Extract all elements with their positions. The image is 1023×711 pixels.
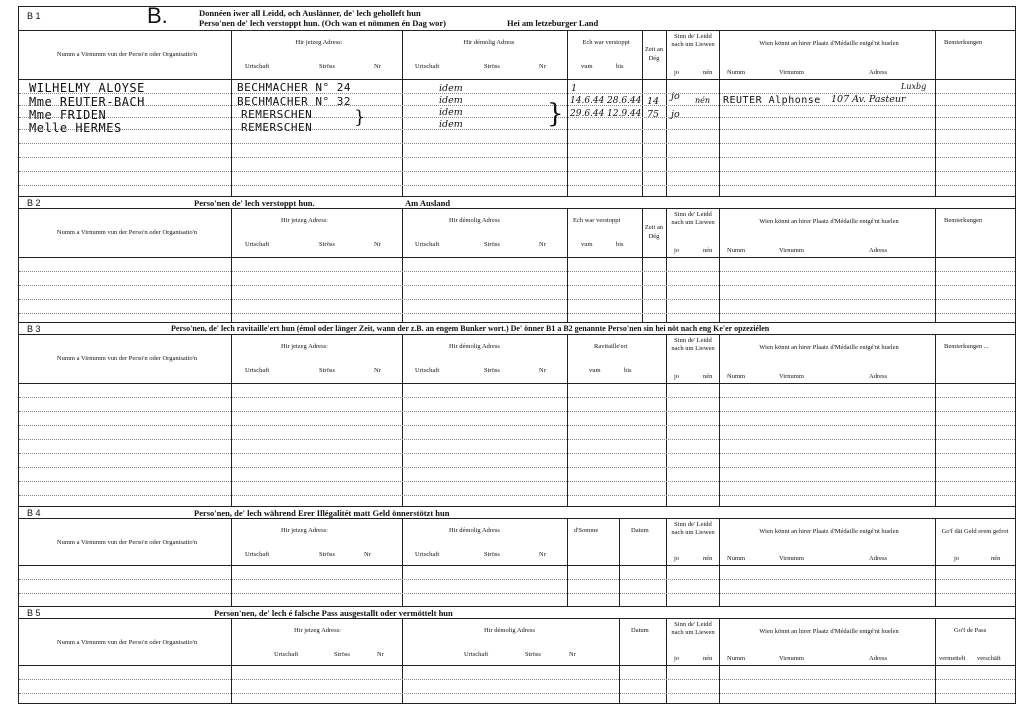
col-urtschaft: Urtschaft: [415, 63, 440, 70]
b1-column-headers: [19, 31, 1015, 80]
col-sinn: Sinn de' Leidd nach um Liewen: [671, 337, 715, 352]
col-urtschaft: Urtschaft: [245, 63, 270, 70]
col-urtschaft: Urtschaft: [245, 367, 270, 374]
col-former-address-label: Hir démolig Adress: [449, 217, 500, 224]
col-nr: Nr: [374, 63, 381, 70]
col-nr: Nr: [374, 241, 381, 248]
brace-icon: }: [354, 107, 366, 128]
col-medal: Wien könnt an hirer Plaatz d'Médaille entgé'nt huelen: [759, 344, 899, 351]
col-virnumm: Virnumm: [779, 555, 804, 562]
col-nr: Nr: [569, 651, 576, 658]
col-former-address-label: Hir démolig Adress: [449, 527, 500, 534]
col-nen: nén: [703, 247, 713, 254]
col-virnumm: Virnumm: [779, 373, 804, 380]
entry-jo: jo: [671, 109, 680, 120]
col-sinn: Sinn de' Leidd nach um Liewen: [671, 521, 715, 536]
section-b2-header: [19, 197, 1015, 209]
col-former-address-label: Hir démolig Adress: [484, 627, 535, 634]
entry-medal-address: 107 Av. Pasteur: [831, 94, 906, 105]
col-datum: Datum: [631, 627, 649, 634]
section-b3: [19, 323, 1015, 507]
col-bis: bis: [624, 367, 632, 374]
entry-days: 14: [647, 96, 660, 107]
entry-former-address: idem: [439, 119, 463, 130]
section-title: Perso'nen, de' lech ravitaille'ert hun (émol oder länger Zeit, wann der z.B. an engem Bunker wort.) De' önner B1 a B2 genannte Perso'nen sin hei nöt nach eng Ke'er opzeziélen: [171, 324, 770, 333]
col-adress: Adress: [869, 69, 888, 76]
section-id: B 2: [27, 198, 41, 208]
col-datum: Datum: [631, 527, 649, 534]
col-adress: Adress: [869, 247, 888, 254]
col-medal: Wien könnt an hirer Plaatz d'Médaille entgé'nt huelen: [759, 528, 899, 535]
entry-current-address: BECHMACHER N° 32: [237, 95, 351, 108]
col-former-address-label: Hir démolig Adress: [449, 343, 500, 350]
section-id: B 5: [27, 608, 41, 618]
col-somme: d'Somme: [574, 527, 599, 534]
entry-vum: 29.6.44: [570, 109, 605, 119]
col-nen: nén: [991, 555, 1001, 562]
col-stross: Ströss: [484, 241, 500, 248]
section-id: B 1: [27, 11, 41, 21]
col-medal: Wien könnt an hirer Plaatz d'Médaille entgé'nt huelen: [759, 218, 899, 225]
col-nen: nén: [703, 555, 713, 562]
b3-body: [19, 383, 1015, 507]
entry-jo: jo: [671, 91, 680, 102]
col-verschaft: verschäft: [977, 655, 1001, 662]
b1-body: [19, 79, 1015, 197]
entry-bis: 12.9.44: [607, 109, 642, 119]
col-stross: Ströss: [484, 367, 500, 374]
col-zeit: Zeit an Dég: [644, 46, 664, 62]
b2-body: [19, 257, 1015, 323]
col-nen: nén: [703, 373, 713, 380]
title-line1: Donnéen iwer all Leidd, och Auslänner, de' lech geholleft hun: [199, 8, 421, 18]
col-numm: Numm: [727, 555, 746, 562]
b2-column-headers: [19, 209, 1015, 258]
col-nen: nén: [703, 655, 713, 662]
entry-name: Mme FRIDEN: [29, 108, 107, 122]
col-name-label: Numm a Virnumm vun der Perso'n oder Organisatio'n: [56, 355, 198, 362]
entry-name: Mme REUTER-BACH: [29, 95, 145, 109]
col-jo: jo: [954, 555, 960, 562]
col-sinn: Sinn de' Leidd nach um Liewen: [671, 33, 715, 48]
col-stross: Ströss: [484, 551, 500, 558]
section-b5-header: [19, 607, 1015, 619]
col-nr: Nr: [377, 651, 384, 658]
col-jo: jo: [674, 655, 680, 662]
col-nr: Nr: [539, 241, 546, 248]
entry-former-address: idem: [439, 107, 463, 118]
col-name-label: Numm a Virnumm vun der Perso'n oder Organisatio'n: [56, 229, 198, 236]
section-id: B 4: [27, 508, 41, 518]
section-title: Perso'nen, de' lech während Erer Illégalitét matt Geld önnerstötzt hun: [194, 508, 450, 518]
col-medal: Wien könnt an hirer Plaatz d'Médaille entgé'nt huelen: [759, 628, 899, 635]
section-b4-header: [19, 507, 1015, 519]
col-hidden-label: Ech war verstoppt: [582, 39, 630, 46]
entry-nen: nén: [695, 96, 711, 105]
col-adress: Adress: [869, 373, 888, 380]
section-b2: [19, 197, 1015, 323]
entry-name: WILHELMY ALOYSE: [29, 81, 145, 95]
col-nr: Nr: [364, 551, 371, 558]
col-stross: Ströss: [319, 63, 335, 70]
col-nr: Nr: [539, 63, 546, 70]
entry-former-address: idem: [439, 95, 463, 106]
entry-current-address: REMERSCHEN: [241, 108, 313, 121]
b3-column-headers: [19, 335, 1015, 384]
col-vermettelt: vermettelt: [939, 655, 966, 662]
b4-column-headers: [19, 519, 1015, 566]
entry-former-address: idem: [439, 83, 463, 94]
section-b5: [19, 607, 1015, 703]
col-urtschaft: Urtschaft: [245, 241, 270, 248]
entry-days: 75: [647, 109, 660, 120]
col-jo: jo: [674, 247, 680, 254]
col-bis: bis: [616, 63, 624, 70]
col-numm: Numm: [727, 655, 746, 662]
col-gof-pass: Go'f de Pass: [954, 627, 987, 634]
col-current-address-label: Hir jetzeg Adress:: [294, 627, 341, 634]
entry-medal-note: Luxbg: [901, 82, 927, 91]
col-virnumm: Virnumm: [779, 69, 804, 76]
col-stross: Ströss: [525, 651, 541, 658]
col-zeit: Zeit an Dég: [644, 224, 664, 240]
b5-column-headers: [19, 619, 1015, 666]
col-sinn: Sinn de' Leidd nach um Liewen: [671, 621, 715, 636]
col-jo: jo: [674, 373, 680, 380]
entry-vum: 1: [571, 83, 578, 94]
section-b1: [19, 3, 1015, 197]
col-sinn: Sinn de' Leidd nach um Liewen: [671, 211, 715, 226]
col-name-label: Numm a Virnumm vun der Perso'n oder Organisatio'n: [56, 539, 198, 546]
col-current-address-label: Hir jetzeg Adress:: [281, 217, 328, 224]
col-nen: nén: [703, 69, 713, 76]
col-name-label: Numm a Virnumm vun der Perso'n oder Organisatio'n: [56, 639, 198, 646]
brace-icon: }: [547, 99, 565, 129]
col-adress: Adress: [869, 655, 888, 662]
col-virnumm: Virnumm: [779, 655, 804, 662]
section-id: B 3: [27, 324, 41, 334]
entry-name: Melle HERMES: [29, 121, 122, 135]
title-line2: Perso'nen de' lech verstoppt hun. (Och wan et nömmen én Dag wor): [199, 18, 446, 28]
col-nr: Nr: [374, 367, 381, 374]
entry-current-address: BECHMACHER N° 24: [237, 81, 351, 94]
col-current-address-label: Hir jetzeg Adress:: [295, 39, 343, 46]
col-bis: bis: [616, 241, 624, 248]
entry-bis: 28.6.44: [607, 96, 642, 106]
col-vum: vum: [581, 63, 593, 70]
col-remarks: Bemierkungen: [944, 217, 983, 224]
entry-current-address: REMERSCHEN: [241, 121, 313, 134]
col-numm: Numm: [727, 373, 746, 380]
col-ravitaille: Ravitaille'ert: [594, 343, 628, 350]
col-jo: jo: [674, 555, 680, 562]
col-stross: Ströss: [319, 551, 335, 558]
section-title: Perso'nen de' lech verstoppt hun.: [194, 198, 315, 208]
col-numm: Numm: [727, 69, 746, 76]
section-b1-header: [19, 3, 1015, 31]
col-current-address-label: Hir jetzeg Adress:: [281, 343, 328, 350]
col-urtschaft: Urtschaft: [464, 651, 489, 658]
col-urtschaft: Urtschaft: [415, 367, 440, 374]
col-nr: Nr: [539, 367, 546, 374]
section-b3-header: [19, 323, 1015, 335]
col-urtschaft: Urtschaft: [415, 551, 440, 558]
big-letter: B.: [147, 3, 168, 28]
col-medal: Wien könnt an hirer Plaatz d'Médaille entgé'nt huelen: [759, 40, 899, 47]
section-title-suffix: Am Ausland: [405, 198, 451, 208]
col-current-address-label: Hir jetzeg Adress:: [281, 527, 328, 534]
col-former-address-label: Hir démolig Adress: [463, 39, 515, 46]
col-vum: vum: [589, 367, 601, 374]
col-name-label: Numm a Virnumm vun der Perso'n oder Organisatio'n: [56, 51, 198, 58]
col-hidden-label: Ech war verstoppt: [573, 217, 621, 224]
form-page: [18, 3, 1016, 704]
b4-body: [19, 565, 1015, 607]
title-line2-suffix: Hei am letzeburger Land: [507, 18, 599, 28]
b5-body: [19, 665, 1015, 703]
col-stross: Ströss: [484, 63, 500, 70]
entry-vum: 14.6.44: [570, 96, 605, 106]
col-numm: Numm: [727, 247, 746, 254]
col-jo: jo: [674, 69, 680, 76]
col-stross: Ströss: [319, 367, 335, 374]
col-nr: Nr: [539, 551, 546, 558]
col-urtschaft: Urtschaft: [274, 651, 299, 658]
col-vum: vum: [581, 241, 593, 248]
col-remarks: Bemierkungen: [944, 39, 983, 46]
col-remarks: Bemierkungen ...: [944, 343, 989, 350]
col-urtschaft: Urtschaft: [245, 551, 270, 558]
col-stross: Ströss: [334, 651, 350, 658]
col-stross: Ströss: [319, 241, 335, 248]
entry-medal-name: REUTER Alphonse: [723, 95, 821, 106]
section-b4: [19, 507, 1015, 607]
section-title: Person'nen, de' lech é falsche Pass ausgestallt oder vermöttelt hun: [214, 608, 453, 618]
col-adress: Adress: [869, 555, 888, 562]
col-gof-geld: Go'f dät Geld erem gefrot: [941, 528, 1009, 535]
col-urtschaft: Urtschaft: [415, 241, 440, 248]
col-virnumm: Virnumm: [779, 247, 804, 254]
